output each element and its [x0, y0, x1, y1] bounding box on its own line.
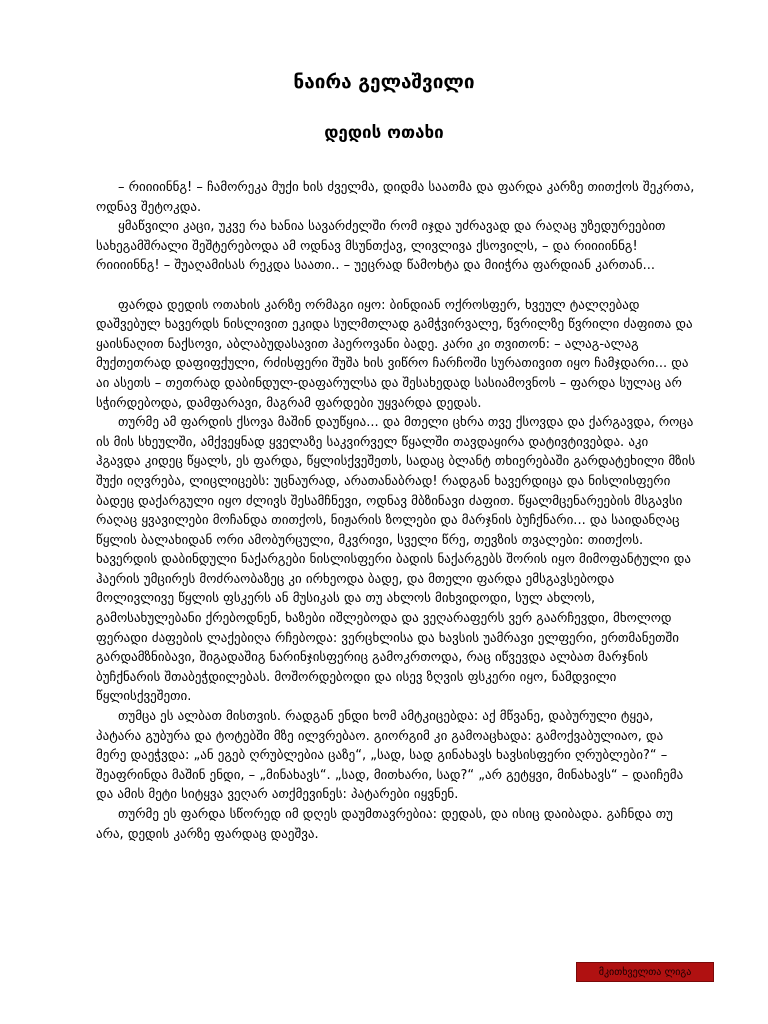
paragraph-5: თუმცა ეს ალბათ მისთვის. რადგან ენდი ხომ ამტკიცებდა: აქ მწვანე, დაბურული ტყეა, პატარა გუბურა და ტოტებში მზე ილვრებაო. გიორგიმ კი გამოაცხადა: გამოქვაბულიაო, და მერე დაეჭვდა: „ან ეგებ ღრუბლებია ცაზე“, „სად, სად გინახავს ხავსისფერი ღრუბლები?“ – შეაფრინდა მაშინ ენდი, – „მინახავს“. „სად, მითხარი, სად?“ „არ გეტყვი, მინახავს“ – დაიჩემა და ამის მეტი სიტყვა ვეღარ ათქმევინეს: პატარები იყვნენ. — [96, 709, 684, 803]
paragraph-1: – რიიიინნგ! – ჩამორეკა მუქი ხის ძველმა, დიდმა საათმა და ფარდა კარზე თითქოს შეკრთა, ოდნავ შეტოკდა. — [96, 180, 695, 215]
paragraph-2: ყმაწვილი კაცი, უკვე რა ხანია სავარძელში რომ იჯდა უძრავად და რაღაც უზედურეებით სახეგამშრალი შეშტერებოდა ამ ოდნავ მსუნთქავ, ლივლივა ქსოვილს, – და რიიიინნგ! რიიიინნგ! – შუაღამისას რეკდა საათი.. – უეცრად წამოხტა და მიიჭრა ფარდიან კართან... — [96, 219, 666, 274]
paragraph-3: ფარდა დედის ოთახის კარზე ორმაგი იყო: ბინდიან ოქროსფერ, ხვეულ ტალღებად დაშვებულ ხავერდს ნისლივით ეკიდა სულმთლად გამჭვირვალე, წვრილზე წვრილი ძაფითა და ყაისნაღით ნაქსოვი, აბლაბუდასავით ჰაეროვანი ბადე. კარი კი თვითონ: – ალაგ-ალაგ მუქთეთრად დაფიფქული, რძისფერი შუშა ხის ვიწრო ჩარჩოში სურათივით იყო ჩამჯდარი... და აი ასეთს – თეთრად დაბინდულ-დაფარულსა და შესახედად სასიამოვნოს – ფარდა სულაც არ სჭირდებოდა, დამფარავი, მაგრამ ფარდები უყვარდა დედას. — [96, 297, 693, 411]
paragraph-4: თურმე ამ ფარდის ქსოვა მაშინ დაუწყია... და მთელი ცხრა თვე ქსოვდა და ქარგავდა, როცა ის მის სხეულში, ამქვეყნად ყველაზე საკვირველ წყალში თავდაყირა დატივტივებდა. აკი ჰგავდა კიდეც წყალს, ეს ფარდა, წყლისქვეშეთს, სადაც ბლანტ თხიერებაში გარდატეხილი მზის შუქი იღვრება, ლიცლიცებს: უცნაურად, არათანაბრად! რადგან ხავერდიცა და ნისლისფერი ბადეც დაქარგული იყო ძლივს შესამჩნევი, ოდნავ მბზინავი ძაფით. წყალმცენარეების მსგავსი რაღაც ყვავილები მოჩანდა თითქოს, ნიჟარის ზოლები და მარჯნის ბუჩქნარი... და საიდანღაც წყლის ბალახიდან ორი ამობურცული, მკვრივი, სველი წრე, თევზის თვალები: თითქოს. ხავერდის დაბინდული ნაქარგები ნისლისფერი ბადის ნაქარგებს შორის იყო მიმოფანტული და ჰაერის უმცირეს მოძრაობაზეც კი ირხეოდა ბადე, და მთელი ფარდა ემსგავსებოდა მოლივლივე წყლის ფსკერს ან მუსიკას და თუ ახლოს მიხვიდოდი, სულ ახლოს, გამოსახულებანი ქრებოდნენ, ხაზები იშლებოდა და ვეღარაფერს ვერ გაარჩევდი, მხოლოდ ფერადი ძაფების ლაქებიღა რჩებოდა: ვერცხლისა და ხავსის უამრავი ელფერი, ერთმანეთში გარდამზნიბავი, შიგადაშიგ ნარინჯისფერიც გამოკრთოდა, რაც იწვევდა ალბათ მარჯნის ბუჩქნარის შთაბეჭდილებას. მოშორდებოდი და ისევ ზღვის ფსკერი იყო, ნამდვილი წყლისქვეშეთი. — [96, 415, 696, 705]
paragraph-6: თურმე ეს ფარდა სწორედ იმ დღეს დაუმთავრებია: დედას, და ისიც დაიბადა. გაჩნდა თუ არა, დედის კარზე ფარდაც დაეშვა. — [96, 807, 673, 842]
publisher-badge: მკითხველთა ლიგა — [576, 962, 714, 982]
story-body — [96, 178, 696, 844]
author-name: ნაირა გელაშვილი — [293, 71, 475, 93]
story-title: დედის ოთახი — [324, 123, 444, 143]
